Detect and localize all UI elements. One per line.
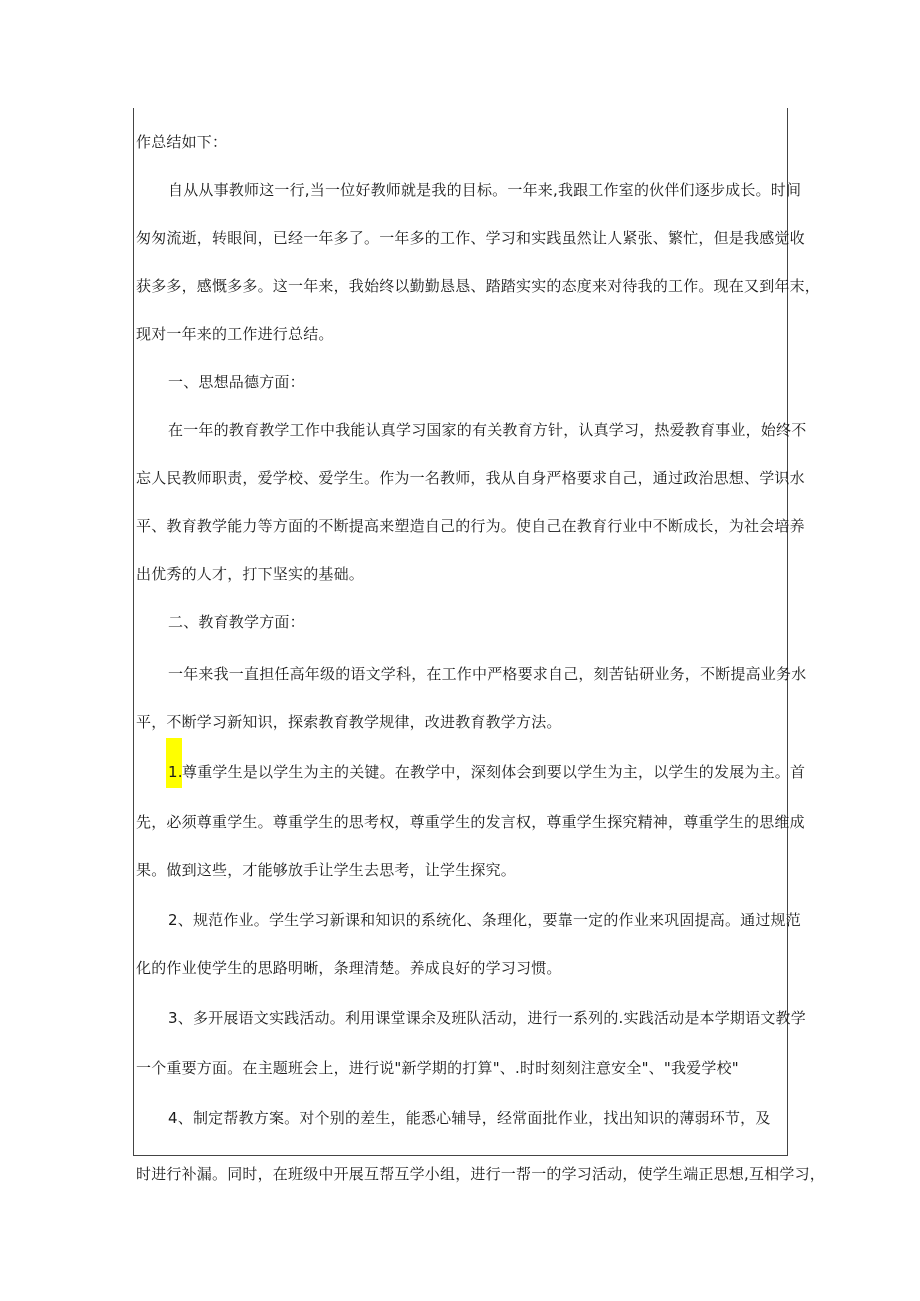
list-item-text: 3、多开展语文实践活动。利用课堂课余及班队活动，进行一系列的.实践活动是本学期语文教学 <box>168 1009 806 1027</box>
paragraph-ethics: 在一年的教育教学工作中我能认真学习国家的有关教育方针，认真学习，热爱教育事业，始终不 <box>168 421 807 439</box>
text-line: 获多多，感慨多多。这一年来，我始终以勤勤恳恳、踏踏实实的态度来对待我的工作。现在又到年末， <box>136 277 821 295</box>
text-line: 化的作业使学生的思路明晰，条理清楚。养成良好的学习习惯。 <box>136 959 562 977</box>
text-line: 一个重要方面。在主题班会上，进行说"新学期的打算"、.时时刻刻注意安全"、"我爱学校" <box>136 1059 739 1077</box>
list-number: 1. <box>168 763 183 781</box>
page-border <box>133 108 788 1156</box>
text-line: 忘人民教师职责，爱学校、爱学生。作为一名教师，我从自身严格要求自己，通过政治思想、学识水 <box>136 469 805 487</box>
paragraph-intro: 自从从事教师这一行,当一位好教师就是我的目标。一年来,我跟工作室的伙伴们逐步成长。时间 <box>168 181 802 199</box>
text-line: 先，必须尊重学生。尊重学生的思考权，尊重学生的发言权，尊重学生探究精神，尊重学生的思维成 <box>136 813 805 831</box>
text-line: 作总结如下： <box>136 133 228 151</box>
text-line: 现对一年来的工作进行总结。 <box>136 325 334 343</box>
section-heading: 二、教育教学方面： <box>168 613 305 631</box>
text-line: 出优秀的人才，打下坚实的基础。 <box>136 565 365 583</box>
section-heading: 一、思想品德方面： <box>168 373 305 391</box>
text-line: 平、教育教学能力等方面的不断提高来塑造自己的行为。使自己在教育行业中不断成长，为社会培养 <box>136 517 805 535</box>
text-line: 平，不断学习新知识，探索教育教学规律，改进教育教学方法。 <box>136 713 562 731</box>
list-item-text: 2、规范作业。学生学习新课和知识的系统化、条理化，要靠一定的作业来巩固提高。通过规范 <box>168 911 801 929</box>
list-item-text: 4、制定帮教方案。对个别的差生，能悉心辅导，经常面批作业，找出知识的薄弱环节，及 <box>168 1109 771 1127</box>
text-line: 匆匆流逝，转眼间，已经一年多了。一年多的工作、学习和实践虽然让人紧张、繁忙，但是我感觉收 <box>136 229 805 247</box>
list-item-text: 尊重学生是以学生为主的关键。在教学中，深刻体会到要以学生为主，以学生的发展为主。首 <box>182 763 806 781</box>
text-line: 果。做到这些，才能够放手让学生去思考，让学生探究。 <box>136 861 517 879</box>
text-line: 时进行补漏。同时，在班级中开展互帮互学小组，进行一帮一的学习活动，使学生端正思想,互相学习， <box>136 1165 825 1183</box>
paragraph-teaching: 一年来我一直担任高年级的语文学科，在工作中严格要求自己，刻苦钻研业务，不断提高业务水 <box>168 665 807 683</box>
